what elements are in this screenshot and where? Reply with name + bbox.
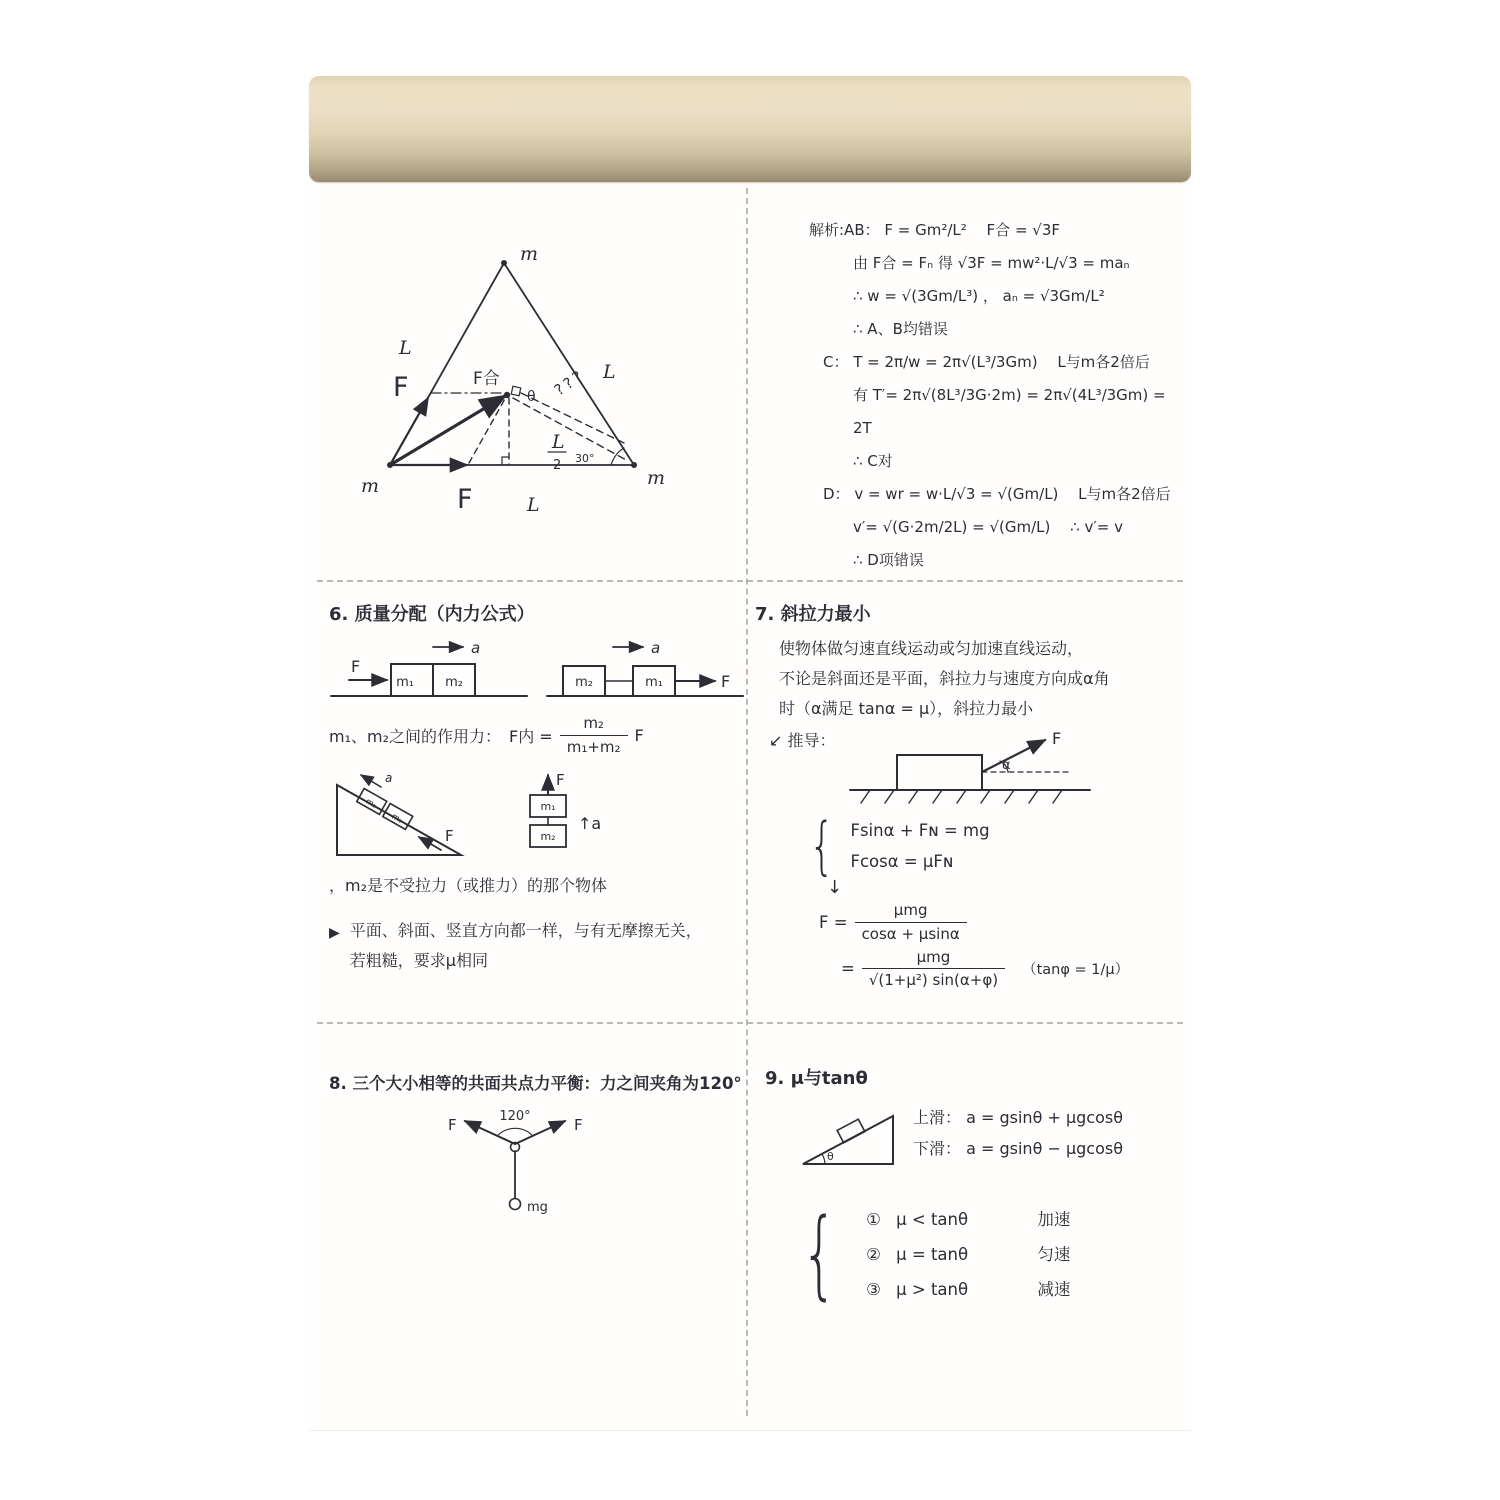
incline-blocks-diagram <box>329 767 469 867</box>
equation-system <box>850 815 989 877</box>
equation-2: Fcosα = μFɴ <box>850 852 954 871</box>
slide-up-equation: a = gsinθ + μgcosθ <box>966 1108 1123 1127</box>
theta-label: θ <box>527 389 536 405</box>
horizontal-divider-1 <box>317 580 1183 582</box>
force-formula-fraction-2 <box>862 948 1005 991</box>
fraction-denominator: cosα + μsinα <box>861 924 960 943</box>
notebook-page <box>309 76 1191 1431</box>
bullet-line-2: 若粗糙，要求μ相同 <box>349 950 488 970</box>
internal-force-prefix: m₁、m₂之间的作用力： <box>329 726 502 746</box>
accel-a-label: a <box>471 639 481 657</box>
angle-120-label: 120° <box>499 1109 531 1124</box>
incline-m2-label: m₂ <box>364 796 379 810</box>
formula-fraction <box>560 714 628 757</box>
section-7-line-2: 不论是斜面还是平面，斜拉力与速度方向成α角 <box>779 669 1110 688</box>
section-6-bullet <box>329 916 749 976</box>
accel-a-label: a <box>651 639 661 657</box>
case-number: ③ <box>866 1280 881 1299</box>
slide-down-label: 下滑： <box>913 1139 962 1158</box>
case-result: 减速 <box>1037 1280 1071 1299</box>
force-formula-equals: = <box>841 959 855 979</box>
case-condition: μ < tanθ <box>896 1210 969 1229</box>
formula-lhs: F内 = <box>509 726 553 746</box>
slide-up-line <box>913 1102 1123 1133</box>
force-label-bottom: F <box>457 484 473 515</box>
solution-block <box>809 214 1189 577</box>
phi-condition: （tanφ = 1/μ） <box>1022 962 1130 979</box>
pull-blocks-diagram <box>545 634 745 708</box>
case-item <box>866 1202 1070 1237</box>
section-7-text <box>755 634 1189 724</box>
slide-down-line <box>913 1133 1123 1164</box>
case-item <box>866 1272 1070 1307</box>
block-m1-label: m₁ <box>645 675 663 690</box>
block-angled-force-diagram <box>842 728 1097 813</box>
case-result: 匀速 <box>1037 1245 1071 1264</box>
incline-a-label: a <box>385 770 393 785</box>
section-9-title: 9. μ与tanθ <box>765 1068 868 1089</box>
section-7-line-3: 时（α满足 tanα = μ），斜拉力最小 <box>779 699 1034 718</box>
mass-label-right: m <box>647 467 666 489</box>
force-formula-lhs: F = <box>819 912 848 932</box>
incline-theta-diagram <box>799 1098 899 1176</box>
push-blocks-diagram <box>329 634 529 708</box>
half-length-numerator: L <box>552 431 565 453</box>
fraction-denominator: m₁+m₂ <box>566 737 621 756</box>
implies-arrow: ↓ <box>827 877 843 898</box>
half-length-denominator: 2 <box>553 458 562 473</box>
side-length-bottom: L <box>527 494 540 516</box>
case-item <box>866 1237 1070 1272</box>
solution-line: 由 F合 = Fₙ 得 √3F = mw²·L/√3 = maₙ <box>853 254 1130 272</box>
equation-1: Fsinα + Fɴ = mg <box>850 821 990 840</box>
case-number: ① <box>866 1210 881 1229</box>
fraction-denominator: √(1+μ²) sin(α+φ) <box>868 971 999 990</box>
formula-tail: F <box>634 725 644 745</box>
case-number: ② <box>866 1245 881 1264</box>
force-F-left-label: F <box>448 1116 457 1134</box>
solution-line: ∴ C对 <box>853 452 893 470</box>
fraction-numerator: μmg <box>855 901 967 923</box>
fraction-numerator: μmg <box>862 948 1005 970</box>
block-m2-label: m₂ <box>575 675 593 690</box>
case-condition: μ = tanθ <box>896 1245 969 1264</box>
stack-F-label: F <box>556 770 565 789</box>
question-marks: ??? <box>550 365 589 400</box>
solution-line: 有 T′= 2π√(8L³/3G·2m) = 2π√(4L³/3Gm) = 2T <box>853 386 1166 437</box>
solution-line: ∴ w = √(3Gm/L³) ， aₙ = √3Gm/L² <box>853 287 1105 305</box>
cases-brace: { <box>801 1197 838 1310</box>
slide-up-label: 上滑： <box>913 1108 962 1127</box>
solution-line: ∴ A、B均错误 <box>853 320 948 338</box>
bullet-line-1: 平面、斜面、竖直方向都一样，与有无摩擦无关， <box>349 920 702 940</box>
mass-label-top: m <box>520 243 539 265</box>
force-F-right-label: F <box>574 1116 583 1134</box>
section-8-three-forces <box>329 1070 791 1240</box>
section-7-title: 7. 斜拉力最小 <box>755 604 871 625</box>
section-9-mu-vs-tan <box>765 1064 1185 1310</box>
section-7-line-1: 使物体做匀速直线运动或匀加速直线运动， <box>779 639 1084 658</box>
solution-line: ∴ D项错误 <box>853 551 924 569</box>
force-F-label: F <box>351 657 361 676</box>
incline-m1-label: m₁ <box>390 811 405 825</box>
pull-force-F-label: F <box>1051 729 1061 748</box>
slide-down-equation: a = gsinθ − μgcosθ <box>966 1139 1123 1158</box>
internal-force-formula <box>329 714 749 757</box>
horizontal-divider-2 <box>317 1022 1183 1024</box>
stack-m2-label: m₂ <box>540 829 556 843</box>
solution-line: v′= √(G·2m/2L) = √(Gm/L) ∴ v′= v <box>853 518 1123 536</box>
bullet-text <box>350 916 702 976</box>
resultant-force-label: F合 <box>473 369 500 389</box>
case-condition: μ > tanθ <box>896 1280 969 1299</box>
angle-30-label: 30° <box>575 452 595 465</box>
weight-mg-label: mg <box>527 1200 548 1215</box>
force-F-label: F <box>721 672 731 691</box>
section-6-title: 6. 质量分配（内力公式） <box>329 604 535 625</box>
incline-F-label: F <box>445 826 454 845</box>
block-m2-label: m₂ <box>445 675 463 690</box>
block-m1-label: m₁ <box>396 675 414 690</box>
solution-line: C： T = 2π/w = 2π√(L³/3Gm) L与m各2倍后 <box>823 353 1150 371</box>
theta-angle-label: θ <box>827 1150 834 1163</box>
derivation-label: ↙ 推导： <box>769 731 836 750</box>
mass-label-left: m <box>361 475 380 497</box>
slide-equations <box>913 1098 1123 1164</box>
side-length-left: L <box>399 337 412 359</box>
case-result: 加速 <box>1037 1210 1071 1229</box>
section-6-mass-distribution <box>329 600 749 976</box>
notepad-binding <box>309 76 1191 182</box>
fraction-numerator: m₂ <box>560 714 628 736</box>
stack-a-label: ↑a <box>578 813 602 833</box>
system-brace: { <box>809 808 835 882</box>
section-8-title: 8. 三个大小相等的共面共点力平衡：力之间夹角为120° <box>329 1074 742 1093</box>
cases-list <box>866 1202 1070 1307</box>
solution-line: D： v = wr = w·L/√3 = √(Gm/L) L与m各2倍后 <box>823 485 1171 503</box>
force-label-left: F <box>393 372 409 403</box>
bullet-marker: ▶ <box>329 924 340 941</box>
alpha-angle-label: α <box>1001 758 1011 773</box>
section-7-min-pulling-force <box>755 600 1189 990</box>
triangle-forces-diagram <box>327 224 707 534</box>
three-forces-diagram <box>415 1106 635 1236</box>
solution-line: 解析:AB： F = Gm²/L² F合 = √3F <box>809 221 1061 239</box>
side-length-right: L <box>603 361 616 383</box>
stack-m1-label: m₁ <box>540 799 556 813</box>
force-formula-fraction <box>855 901 967 944</box>
stacked-blocks-diagram <box>503 767 623 867</box>
section-6-note: ，m₂是不受拉力（或推力）的那个物体 <box>329 875 608 895</box>
